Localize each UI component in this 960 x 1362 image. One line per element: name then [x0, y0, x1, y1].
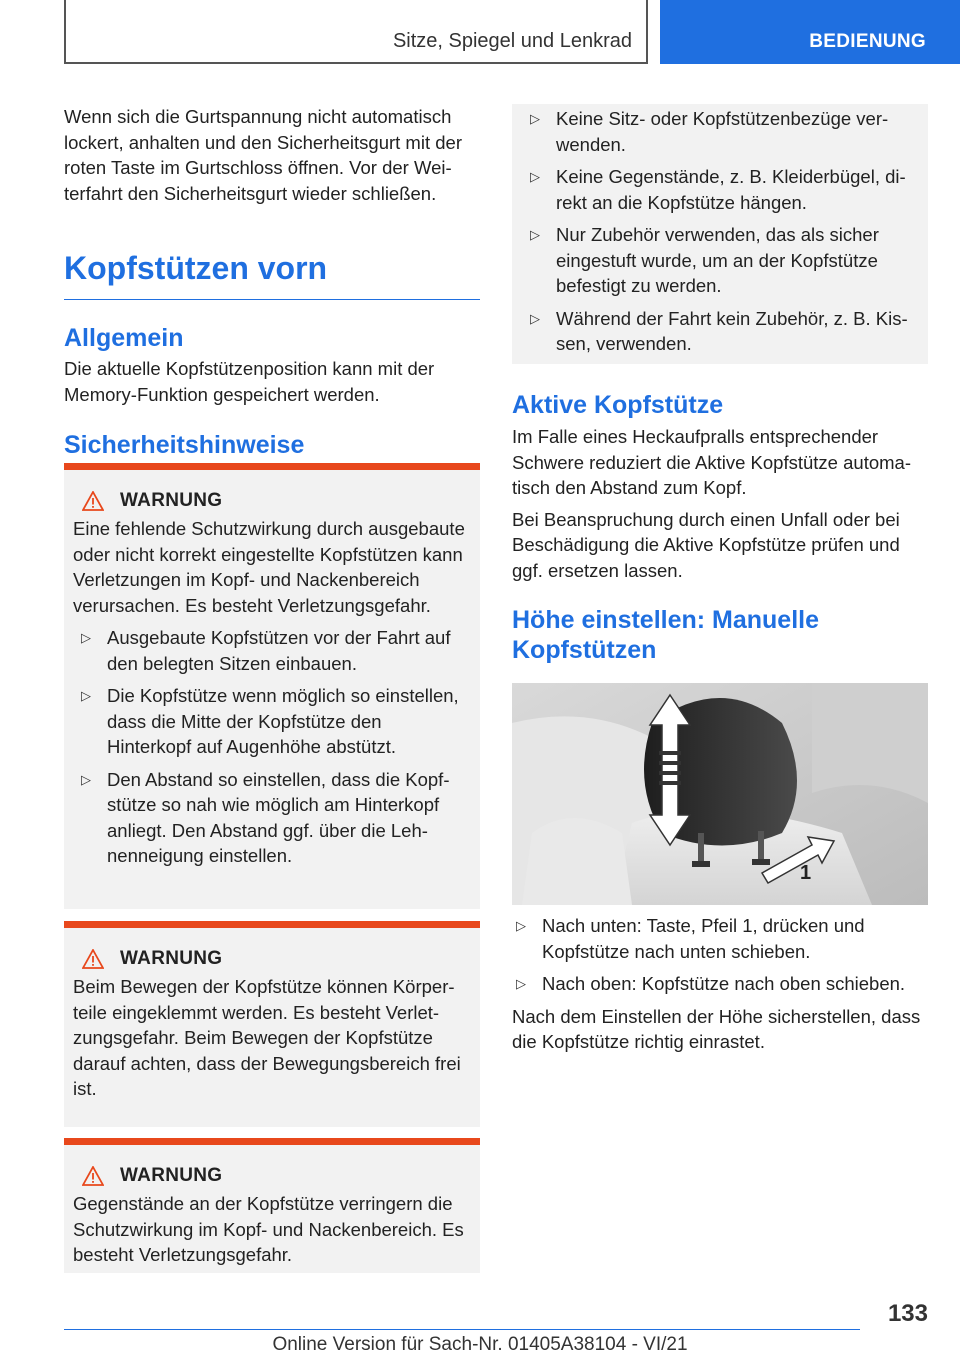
- header-section-box: [64, 0, 648, 64]
- intro-paragraph: Wenn sich die Gurtspannung nicht automatisch lockert, anhalten und den Sicherheitsgurt mit der roten Taste im Gurtschloss öffnen. Vor der Weiterfahrt den Sicherheitsgurt wieder schließen.: [64, 106, 462, 204]
- heading-aktive-kopfstuetze: Aktive Kopfstütze: [512, 391, 724, 419]
- bullet-triangle-icon: ▷: [81, 688, 91, 703]
- section-title: Sitze, Spiegel und Lenkrad: [392, 30, 632, 52]
- right-column-upper: [512, 390, 928, 665]
- bullet-triangle-icon: ▷: [530, 227, 540, 242]
- allgemein-text: Die aktuelle Kopfstützenposition kann mit der Memory-Funktion gespeichert werden.: [64, 358, 435, 405]
- list-item: ▷ Nach oben: Kopfstütze nach oben schieben.: [512, 971, 928, 997]
- list-item: ▷ Keine Sitz- oder Kopfstützenbezüge verwenden.: [530, 108, 889, 155]
- list-item: ▷ Keine Gegenstände, z. B. Kleiderbügel, direkt an die Kopfstütze hängen.: [530, 166, 906, 213]
- list-item: ▷ Den Abstand so einstellen, dass die Kopfstütze so nah wie möglich am Hinterkopf anliegt. Den Abstand ggf. über die Lehnenneigung einstellen.: [81, 768, 450, 866]
- warning-triangle-icon: [82, 1166, 104, 1186]
- warning-box-3: [64, 1138, 480, 1273]
- footer-line[interactable]: Online Version für Sach-Nr. 01405A38104 - VI/21: [272, 1334, 688, 1355]
- warning-text: Gegenstände an der Kopfstütze verringern die Schutzwirkung im Kopf- und Nackenbereich. Es besteht Verletzungsgefahr.: [73, 1193, 464, 1265]
- right-column-lower: [512, 913, 928, 1055]
- aktive-paragraph-2: Bei Beanspruchung durch einen Unfall oder bei Beschädigung die Aktive Kopfstütze prüfen und ggf. ersetzen lassen.: [512, 508, 900, 581]
- heading-hoehe-einstellen: Höhe einstellen: Manuelle Kopfstützen: [512, 606, 820, 664]
- warning-list: [73, 625, 471, 869]
- list-item: ▷ Nach unten: Taste, Pfeil 1, drücken und Kopfstütze nach unten schieben.: [516, 915, 865, 962]
- bullet-triangle-icon: ▷: [530, 310, 540, 326]
- aktive-paragraph-1: Im Falle eines Heckaufpralls entsprechender Schwere reduziert die Aktive Kopfstütze automatisch den Abstand zum Kopf.: [512, 426, 911, 498]
- heading-allgemein: Allgemein: [64, 324, 184, 352]
- warning-box-1: [64, 463, 480, 909]
- list-item: ▷ Ausgebaute Kopfstützen vor der Fahrt auf den belegten Sitzen einbauen.: [81, 627, 451, 674]
- list-item: ▷ Die Kopfstütze wenn möglich so einstellen, dass die Mitte der Kopfstütze den Hinterkopf auf Augenhöhe abstützt.: [81, 685, 459, 757]
- chapter-tab[interactable]: [660, 0, 960, 64]
- figure-label: 1: [800, 862, 812, 884]
- footer-rule: [64, 1329, 860, 1330]
- list-item: ▷ Nur Zubehör verwenden, das als sicher eingestuft wurde, um an der Kopfstütze befestigt zu werden.: [530, 224, 879, 296]
- notes-list: [512, 104, 928, 357]
- heading-sicherheitshinweise: Sicherheitshinweise: [64, 431, 305, 459]
- hoehe-list: [512, 913, 928, 997]
- warning-text: Beim Bewegen der Kopfstütze können Körperteile eingeklemmt werden. Es besteht Verletzungsgefahr. Beim Bewegen der Kopfstütze darauf achten, dass der Bewegungsbereich frei ist.: [73, 976, 461, 1099]
- bullet-triangle-icon: ▷: [81, 630, 91, 645]
- hoehe-text: Nach dem Einstellen der Höhe sicherstellen, dass die Kopfstütze richtig einrastet.: [512, 1005, 921, 1052]
- bullet-triangle-icon: ▷: [81, 771, 91, 787]
- left-column: [64, 104, 480, 460]
- warning-triangle-icon: [82, 491, 104, 511]
- headrest-figure: [512, 683, 928, 905]
- bullet-triangle-icon: ▷: [530, 169, 540, 184]
- warning-title: WARNUNG: [120, 948, 223, 969]
- warning-text: Eine fehlende Schutzwirkung durch ausgebaute oder nicht korrekt eingestellte Kopfstützen kann Verletzungen im Kopf- und Nackenbereich verursachen. Es besteht Verletzungsgefahr.: [73, 518, 465, 616]
- heading-kopfstuetzen-vorn: Kopfstützen vorn: [64, 250, 328, 286]
- chapter-tab-label: BEDIENUNG: [809, 31, 926, 52]
- notes-box: [512, 104, 928, 364]
- bullet-triangle-icon: ▷: [516, 918, 526, 933]
- warning-title: WARNUNG: [120, 1165, 223, 1186]
- warning-box-2: [64, 921, 480, 1127]
- bullet-triangle-icon: ▷: [516, 976, 526, 991]
- warning-title: WARNUNG: [120, 490, 223, 511]
- list-item: ▷ Während der Fahrt kein Zubehör, z. B. Kissen, verwenden.: [530, 307, 908, 354]
- heading-rule: [64, 299, 480, 300]
- page-number: 133: [887, 1300, 928, 1327]
- bullet-triangle-icon: ▷: [530, 111, 540, 126]
- warning-triangle-icon: [82, 949, 104, 969]
